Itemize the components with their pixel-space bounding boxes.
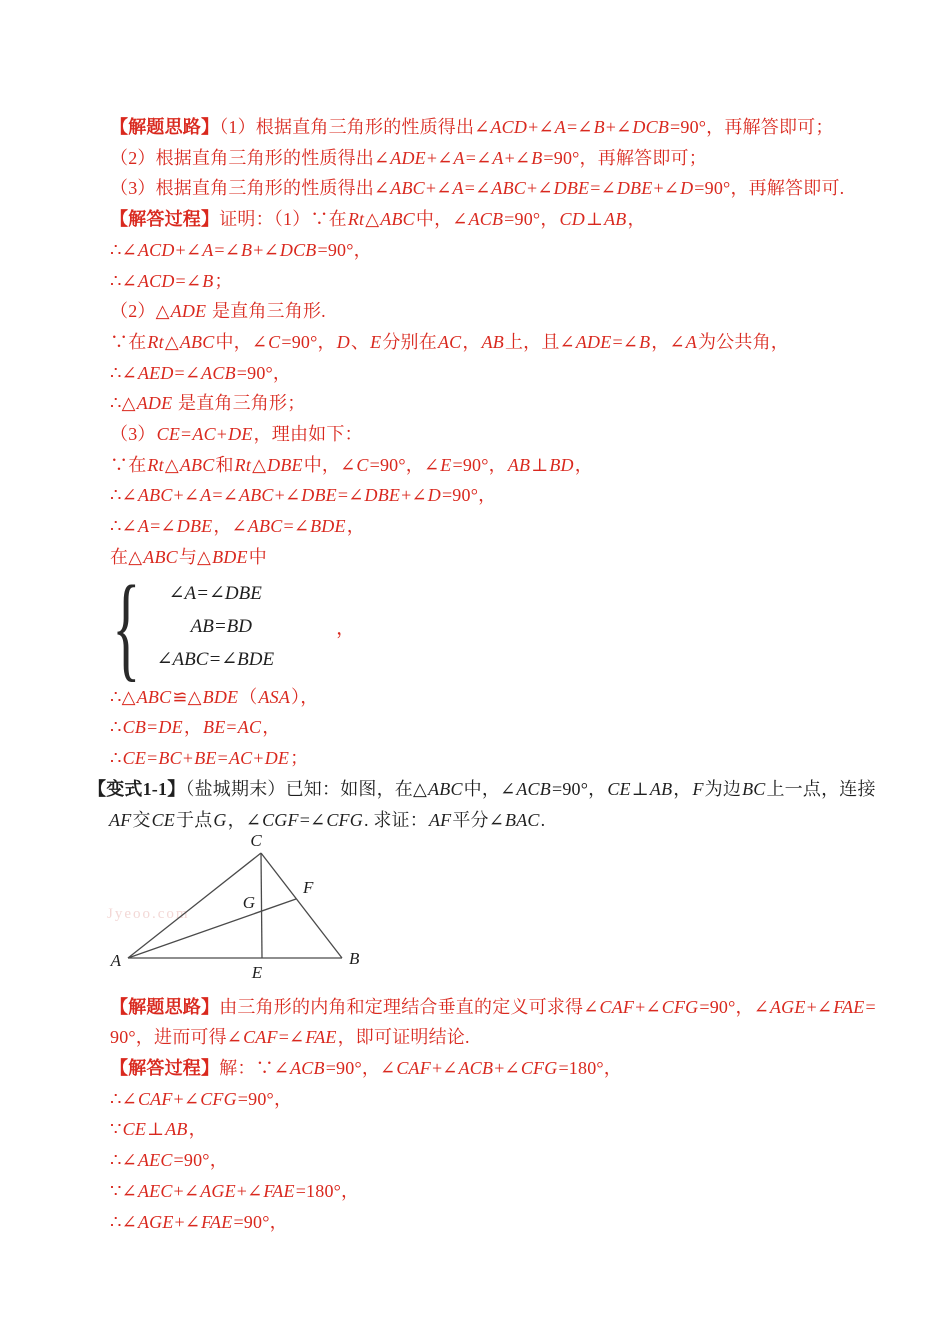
vertex-label-F: F — [303, 877, 314, 897]
text-line: 【解答过程】解：∵∠ACB=90°，∠CAF+∠ACB+∠CFG=180°， — [110, 1058, 623, 1079]
text-line: ∴∠ABC+∠A=∠ABC+∠DBE=∠DBE+∠D=90°， — [110, 485, 497, 506]
text-line: ∴△ABC≌△BDE（ASA）， — [110, 686, 319, 707]
edge-CB — [261, 853, 342, 958]
system-equation-3: ∠ABC=∠BDE — [156, 648, 275, 670]
solution-block-variant — [0, 992, 950, 1238]
text-line: （2）根据直角三角形的性质得出∠ADE+∠A=∠A+∠B=90°，再解答即可； — [110, 147, 707, 168]
text-line: 90°，进而可得∠CAF=∠FAE，即可证明结论. — [110, 1027, 470, 1048]
geometry-figure — [85, 832, 425, 990]
vertex-label-C: C — [250, 831, 262, 850]
brace-icon: { — [112, 560, 141, 692]
text-line: ∴∠AGE+∠FAE=90°， — [110, 1211, 288, 1232]
equation-system — [98, 560, 950, 692]
system-equation-2: AB=BD — [190, 615, 253, 637]
text-line: AF交CE于点G，∠CGF=∠CFG. 求证：AF平分∠BAC. — [109, 809, 546, 830]
problem-statement-block — [0, 774, 950, 836]
text-line: ∴△ADE 是直角三角形； — [110, 393, 306, 414]
text-line: ∴∠A=∠DBE，∠ABC=∠BDE， — [110, 516, 365, 537]
text-line: 【解答过程】证明：（1）∵在Rt△ABC中，∠ACB=90°，CD⊥AB， — [110, 209, 646, 230]
text-line: 【变式1-1】（盐城期末）已知：如图，在△ABC中，∠ACB=90°，CE⊥AB，F为边BC上一点，连接 — [88, 778, 876, 799]
text-line: ∴∠ACD+∠A=∠B+∠DCB=90°， — [110, 239, 372, 260]
text-line: 【解题思路】（1）根据直角三角形的性质得出∠ACD+∠A=∠B+∠DCB=90°，再解答即可； — [110, 117, 834, 137]
text-line: ∴CE=BC+BE=AC+DE； — [110, 747, 309, 768]
watermark: Jyeoo.com — [107, 905, 190, 922]
text-line: ∴∠ACD=∠B； — [110, 270, 233, 291]
text-line: （2）△ADE 是直角三角形. — [110, 301, 326, 322]
text-line: （3）CE=AC+DE，理由如下： — [110, 424, 363, 445]
text-line: ∴CB=DE，BE=AC， — [110, 717, 281, 738]
segment-CE — [261, 853, 262, 958]
equation-system-rows — [157, 577, 274, 676]
text-line: ∵CE⊥AB， — [110, 1119, 207, 1140]
text-line: 在△ABC与△BDE中 — [110, 546, 267, 567]
system-comma: ， — [336, 617, 356, 639]
text-line: ∵∠AEC+∠AGE+∠FAE=180°， — [110, 1180, 360, 1201]
text-line: ∴∠AED=∠ACB=90°， — [110, 362, 292, 383]
text-line: （3）根据直角三角形的性质得出∠ABC+∠A=∠ABC+∠DBE=∠DBE+∠D=90°，再解答即可. — [110, 178, 845, 199]
vertex-label-E: E — [251, 962, 263, 982]
text-line: ∵在Rt△ABC和Rt△DBE中，∠C=90°，∠E=90°，AB⊥BD， — [110, 454, 593, 475]
system-equation-1: ∠A=∠DBE — [168, 582, 262, 604]
vertex-label-A: A — [110, 950, 121, 970]
text-line: ∵在Rt△ABC中，∠C=90°，D、E分别在AC，AB上，且∠ADE=∠B，∠A为公共角， — [110, 331, 789, 352]
vertex-label-G: G — [242, 892, 255, 912]
text-line: ∴∠AEC=90°， — [110, 1150, 228, 1171]
text-line: 【解题思路】由三角形的内角和定理结合垂直的定义可求得∠CAF+∠CFG=90°，∠AGE+∠FAE= — [110, 996, 876, 1017]
solution-block-part1 — [0, 112, 950, 573]
solution-block-part2 — [0, 682, 950, 774]
text-line: ∴∠CAF+∠CFG=90°， — [110, 1088, 293, 1109]
vertex-label-B: B — [349, 948, 360, 968]
